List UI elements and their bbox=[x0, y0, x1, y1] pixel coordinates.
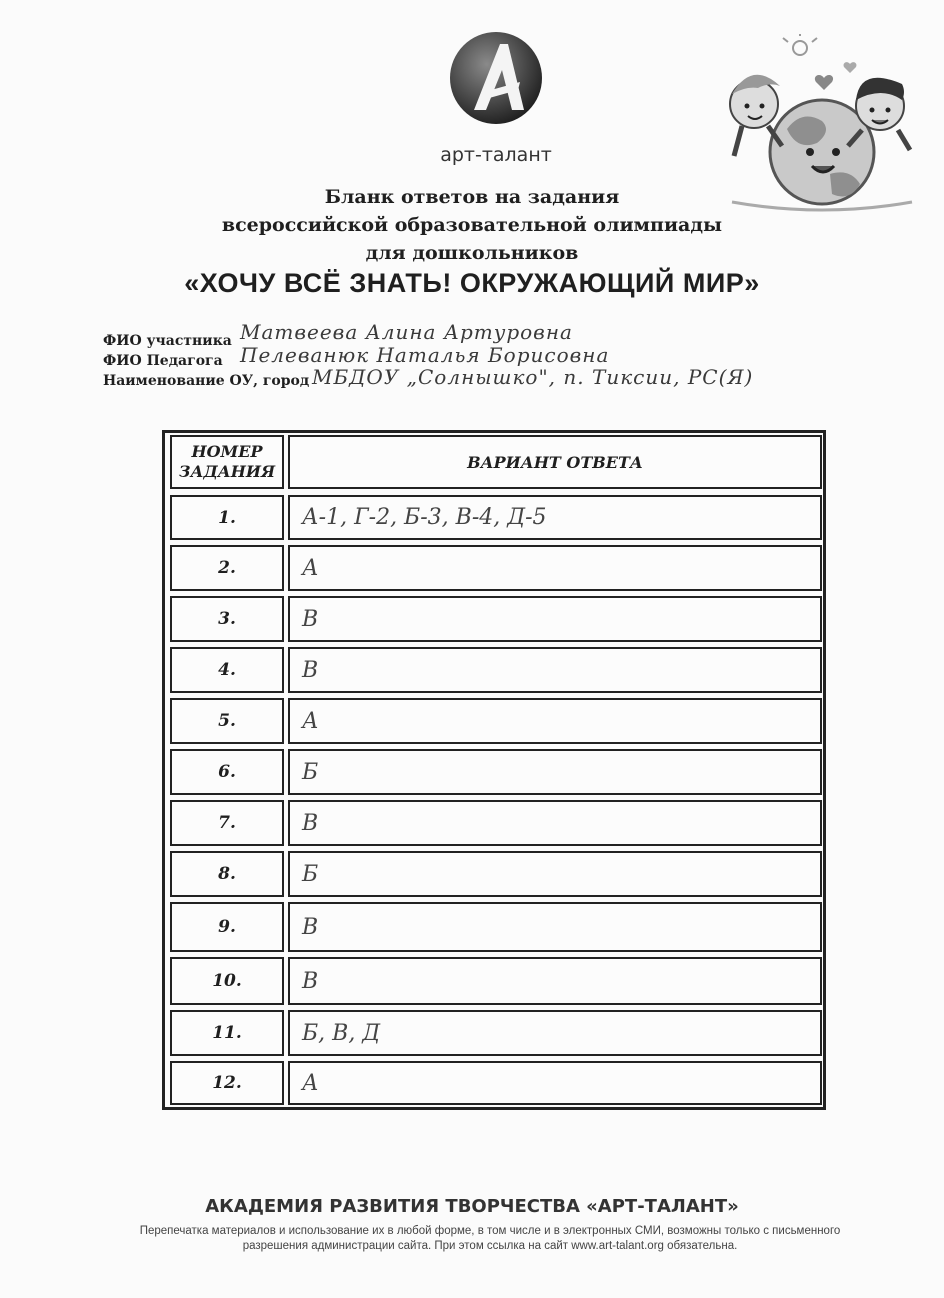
task-answer: В bbox=[288, 647, 822, 693]
task-number: 1. bbox=[170, 495, 284, 540]
brand-name: арт-талант bbox=[440, 144, 552, 166]
task-answer: А bbox=[288, 1061, 822, 1105]
title-line-2: всероссийской образовательной олимпиады bbox=[221, 214, 723, 236]
task-answer: А-1, Г-2, Б-3, В-4, Д-5 bbox=[288, 495, 822, 540]
task-number: 5. bbox=[170, 698, 284, 744]
task-number: 10. bbox=[170, 957, 284, 1005]
task-number: 3. bbox=[170, 596, 284, 642]
task-number: 7. bbox=[170, 800, 284, 846]
column-header-answer: ВАРИАНТ ОТВЕТА bbox=[288, 435, 822, 489]
art-talant-logo bbox=[416, 24, 576, 174]
title-line-3: для дошкольников bbox=[365, 242, 579, 264]
task-number: 11. bbox=[170, 1010, 284, 1056]
column-header-number-line1: НОМЕР bbox=[191, 442, 263, 461]
task-answer: Б, В, Д bbox=[288, 1010, 822, 1056]
teacher-label: ФИО Педагога bbox=[103, 353, 223, 369]
task-answer: А bbox=[288, 545, 822, 591]
copyright-note: Перепечатка материалов и использование их в любой форме, в том числе и в электронных СМИ, возможны только с письменного разрешения администрации сайта. При этом ссылка на сайт www.art-talant.org обязательна. bbox=[139, 1225, 841, 1252]
school-label: Наименование ОУ, город bbox=[103, 373, 310, 389]
task-number: 4. bbox=[170, 647, 284, 693]
task-answer: В bbox=[288, 800, 822, 846]
task-number: 9. bbox=[170, 902, 284, 952]
student-name: Матвеева Алина Артуровна bbox=[240, 320, 573, 344]
task-answer: А bbox=[288, 698, 822, 744]
olympiad-title: «ХОЧУ ВСЁ ЗНАТЬ! ОКРУЖАЮЩИЙ МИР» bbox=[184, 268, 760, 298]
school-name: МБДОУ „Солнышко", п. Тиксии, РС(Я) bbox=[312, 365, 754, 389]
task-answer: В bbox=[288, 957, 822, 1005]
footer-title: АКАДЕМИЯ РАЗВИТИЯ ТВОРЧЕСТВА «АРТ-ТАЛАНТ» bbox=[205, 1196, 739, 1217]
logo-a-icon bbox=[448, 30, 544, 126]
task-number: 12. bbox=[170, 1061, 284, 1105]
column-header-number bbox=[170, 435, 284, 489]
task-answer: Б bbox=[288, 749, 822, 795]
column-header-number-line2: ЗАДАНИЯ bbox=[178, 462, 276, 481]
teacher-name: Пелеванюк Наталья Борисовна bbox=[240, 343, 610, 367]
task-number: 2. bbox=[170, 545, 284, 591]
task-number: 6. bbox=[170, 749, 284, 795]
student-label: ФИО участника bbox=[103, 333, 232, 349]
answer-table bbox=[162, 430, 826, 1110]
title-line-1: Бланк ответов на задания bbox=[324, 186, 620, 208]
task-answer: Б bbox=[288, 851, 822, 897]
task-answer: В bbox=[288, 902, 822, 952]
task-number: 8. bbox=[170, 851, 284, 897]
task-answer: В bbox=[288, 596, 822, 642]
